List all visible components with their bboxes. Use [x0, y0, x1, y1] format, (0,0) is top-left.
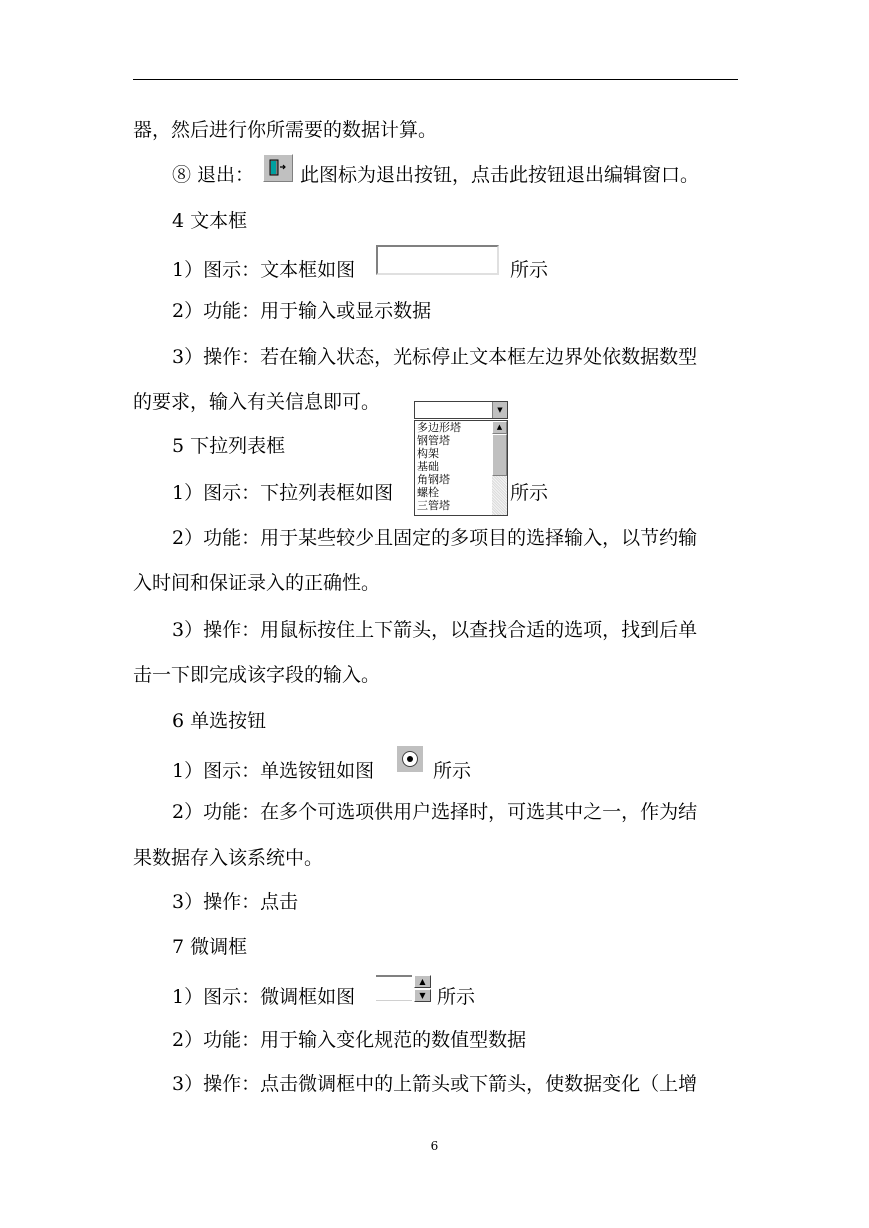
text-line: 2）功能：用于某些较少且固定的多项目的选择输入，以节约输 [172, 527, 698, 549]
text-line: 1）图示：单选铵钮如图 [172, 760, 375, 782]
list-item[interactable]: 基础 [417, 460, 439, 473]
scroll-up-icon[interactable]: ▲ [492, 421, 507, 434]
text-line: 击一下即完成该字段的输入。 [133, 664, 381, 686]
list-item[interactable]: 多边形塔 [417, 421, 461, 434]
text-line: 3）操作：点击 [172, 891, 299, 913]
scroll-thumb[interactable] [492, 434, 507, 476]
sample-textbox[interactable] [376, 245, 499, 275]
text-line: 1）图示：下拉列表框如图 [172, 482, 394, 504]
text-line: 3）操作：点击微调框中的上箭头或下箭头，使数据变化（上增 [172, 1073, 698, 1095]
text-line: 2）功能：用于输入变化规范的数值型数据 [172, 1029, 527, 1051]
header-rule [133, 79, 738, 80]
section-heading: 6 单选按钮 [172, 710, 267, 732]
text-line: 2）功能：用于输入或显示数据 [172, 300, 432, 322]
section-heading: 5 下拉列表框 [172, 435, 286, 457]
section-heading: 7 微调框 [172, 936, 248, 958]
text-line: 所示 [510, 259, 549, 281]
text-line: 所示 [433, 760, 472, 782]
text-line: 的要求，输入有关信息即可。 [133, 391, 381, 413]
text-line: 1）图示：微调框如图 [172, 986, 356, 1008]
text-line: 器，然后进行你所需要的数据计算。 [133, 119, 438, 141]
radio-selected-icon[interactable] [397, 746, 423, 772]
dropdown-list[interactable] [414, 420, 508, 516]
text-line: 所示 [510, 482, 549, 504]
list-item[interactable]: 螺栓 [417, 486, 439, 499]
text-line: 此图标为退出按钮，点击此按钮退出编辑窗口。 [300, 164, 700, 186]
spinner-control[interactable] [376, 975, 431, 1003]
text-line: 1）图示：文本框如图 [172, 259, 356, 281]
exit-label: ⑧ 退出： [172, 164, 255, 186]
section-heading: 4 文本框 [172, 210, 248, 232]
list-item[interactable]: 钢管塔 [417, 434, 450, 447]
dropdown-combo[interactable] [414, 401, 508, 419]
list-item[interactable]: 角钢塔 [417, 473, 450, 486]
text-line: 3）操作：若在输入状态，光标停止文本框左边界处依数据数型 [172, 346, 698, 368]
page-number: 6 [430, 1139, 439, 1153]
text-line: 果数据存入该系统中。 [133, 847, 324, 869]
exit-door-icon[interactable] [263, 154, 293, 182]
triangle-down-icon[interactable]: ▼ [414, 989, 431, 1002]
text-line: 所示 [437, 986, 476, 1008]
list-item[interactable]: 三管塔 [417, 499, 450, 512]
text-line: 3）操作：用鼠标按住上下箭头，以查找合适的选项，找到后单 [172, 619, 698, 641]
scrollbar[interactable] [492, 421, 507, 515]
list-item[interactable]: 构架 [417, 447, 439, 460]
spinner-field[interactable] [376, 975, 412, 1001]
triangle-up-icon[interactable]: ▲ [414, 975, 431, 988]
chevron-down-icon[interactable]: ▼ [492, 402, 507, 418]
text-line: 2）功能：在多个可选项供用户选择时，可选其中之一，作为结 [172, 801, 698, 823]
text-line: 入时间和保证录入的正确性。 [133, 572, 381, 594]
